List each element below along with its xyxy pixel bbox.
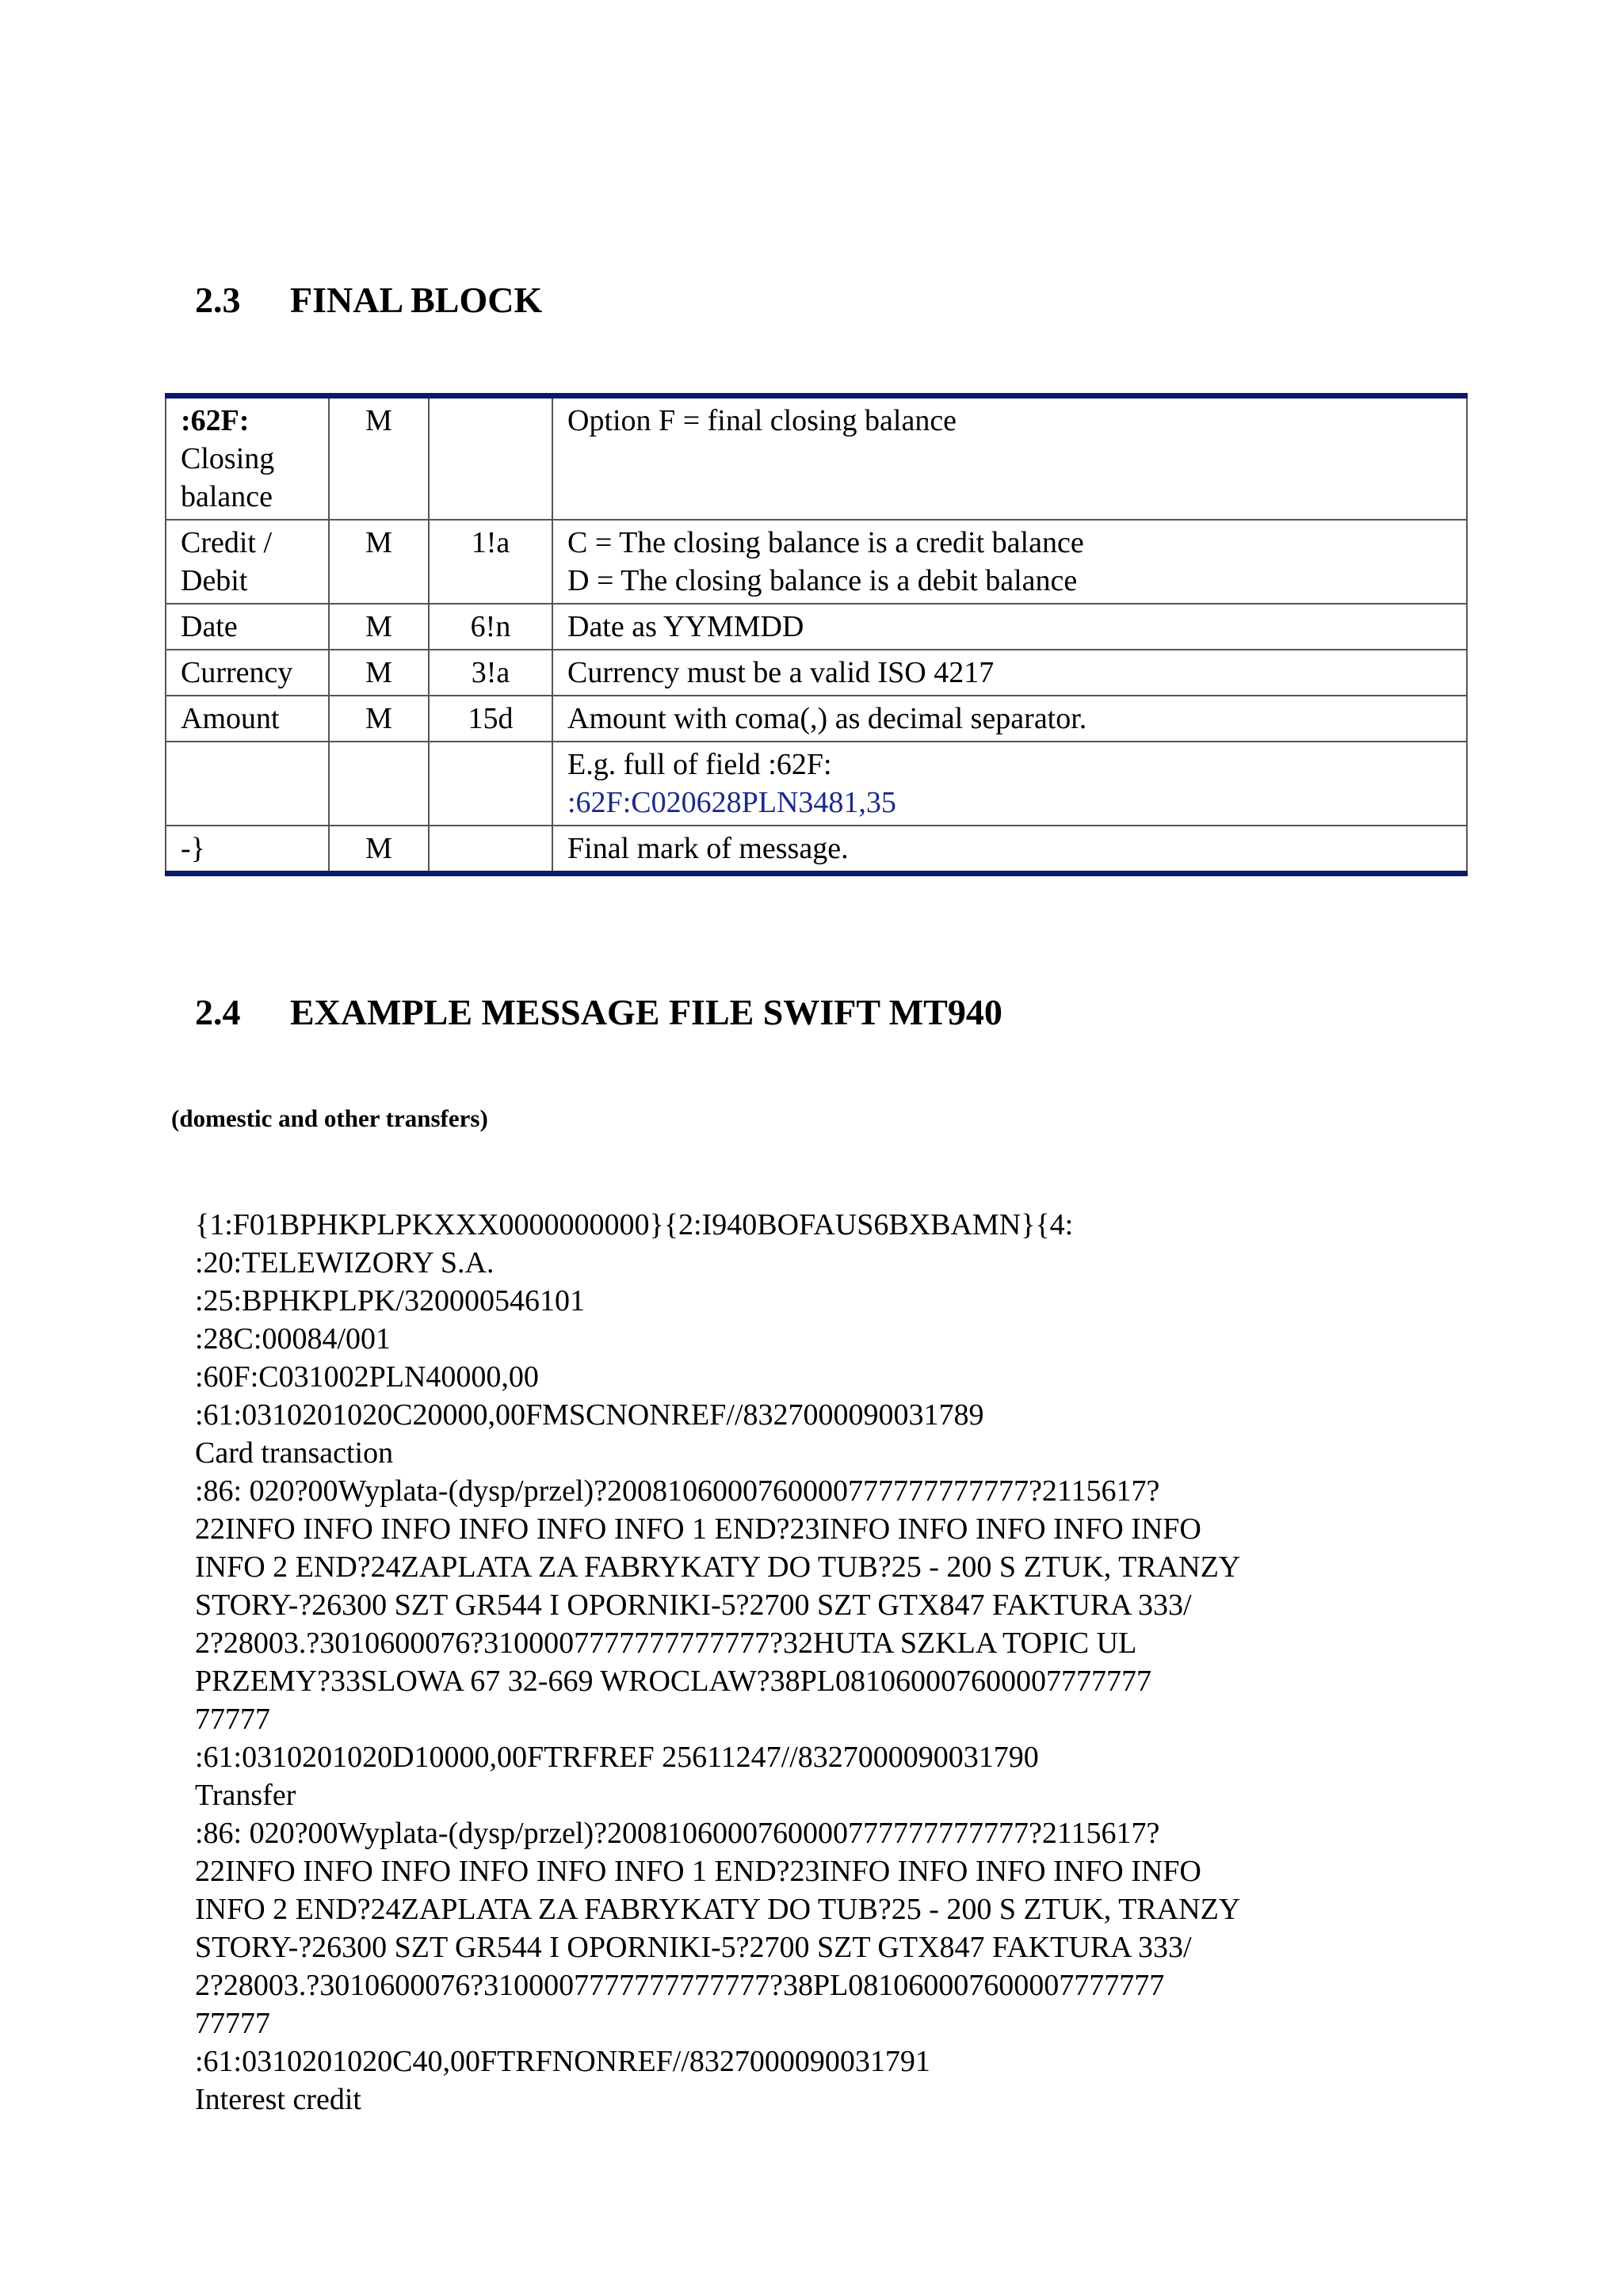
format-cell <box>429 396 552 521</box>
table-row <box>166 396 1467 521</box>
format-cell: 1!a <box>429 520 552 604</box>
description-cell <box>552 742 1467 826</box>
description-line: Date as YYMMDD <box>552 604 1467 650</box>
message-line: 22INFO INFO INFO INFO INFO INFO 1 END?23INFO INFO INFO INFO INFO <box>195 1855 1201 1888</box>
table-row <box>166 742 1467 826</box>
field-desc <box>166 742 329 826</box>
table-row <box>166 650 1467 696</box>
field-tag: :62F: <box>181 404 250 437</box>
field-desc: Credit / Debit <box>166 520 329 604</box>
message-line: 77777 <box>195 2007 270 2040</box>
field-desc: -} <box>166 826 329 874</box>
message-line: :60F:C031002PLN40000,00 <box>195 1360 539 1394</box>
message-line: Card transaction <box>195 1436 394 1470</box>
description-line: E.g. full of field :62F: <box>567 748 832 781</box>
field-cell <box>166 396 329 521</box>
message-line: Transfer <box>195 1779 296 1812</box>
description-cell <box>552 396 1467 521</box>
message-line: STORY-?26300 SZT GR544 I OPORNIKI-5?2700 SZT GTX847 FAKTURA 333/ <box>195 1931 1192 1964</box>
message-line: STORY-?26300 SZT GR544 I OPORNIKI-5?2700 SZT GTX847 FAKTURA 333/ <box>195 1589 1192 1622</box>
message-line: :20:TELEWIZORY S.A. <box>195 1246 495 1280</box>
field-desc: Currency <box>166 650 329 696</box>
format-cell <box>429 826 552 874</box>
format-cell: 3!a <box>429 650 552 696</box>
status-cell: M <box>329 520 429 604</box>
field-desc: Closing balance <box>181 442 275 513</box>
section-heading-example <box>195 994 1002 1031</box>
description-line: D = The closing balance is a debit balance <box>567 564 1078 597</box>
description-line: Option F = final closing balance <box>567 404 957 437</box>
status-cell <box>329 742 429 826</box>
description-line: C = The closing balance is a credit balance <box>567 526 1084 559</box>
message-line: :86: 020?00Wyplata-(dysp/przel)?2008106000760000777777777777?2115617? <box>195 1474 1160 1508</box>
section-title: EXAMPLE MESSAGE FILE SWIFT MT940 <box>290 992 1002 1032</box>
message-line: 22INFO INFO INFO INFO INFO INFO 1 END?23INFO INFO INFO INFO INFO <box>195 1512 1201 1546</box>
message-line: 2?28003.?3010600076?3100007777777777777?38PL081060007600007777777 <box>195 1969 1165 2002</box>
format-cell <box>429 742 552 826</box>
message-line: :86: 020?00Wyplata-(dysp/przel)?2008106000760000777777777777?2115617? <box>195 1817 1160 1850</box>
table-row <box>166 696 1467 742</box>
section-number: 2.3 <box>195 280 241 320</box>
subnote: (domestic and other transfers) <box>171 1104 488 1132</box>
message-line: INFO 2 END?24ZAPLATA ZA FABRYKATY DO TUB?25 - 200 S ZTUK, TRANZY <box>195 1550 1241 1584</box>
status-cell: M <box>329 396 429 521</box>
field-desc: Date <box>166 604 329 650</box>
message-line: {1:F01BPHKPLPKXXX0000000000}{2:I940BOFAUS6BXBAMN}{4: <box>195 1208 1074 1241</box>
message-line: 2?28003.?3010600076?3100007777777777777?32HUTA SZKLA TOPIC UL <box>195 1627 1137 1660</box>
format-cell: 15d <box>429 696 552 742</box>
status-cell: M <box>329 696 429 742</box>
status-cell: M <box>329 604 429 650</box>
message-line: PRZEMY?33SLOWA 67 32-669 WROCLAW?38PL081060007600007777777 <box>195 1665 1151 1698</box>
description-line: Currency must be a valid ISO 4217 <box>552 650 1467 696</box>
description-line: Final mark of message. <box>552 826 1467 874</box>
section-heading-final-block <box>195 282 542 318</box>
message-line: :25:BPHKPLPK/320000546101 <box>195 1284 585 1318</box>
field-spec-table <box>165 393 1468 876</box>
message-block <box>195 1206 1431 2119</box>
message-line: Interest credit <box>195 2083 361 2116</box>
message-line: :28C:00084/001 <box>195 1322 391 1356</box>
section-number: 2.4 <box>195 992 241 1032</box>
message-line: 77777 <box>195 1703 270 1736</box>
description-line: Amount with coma(,) as decimal separator. <box>552 696 1467 742</box>
table-row <box>166 826 1467 874</box>
message-line: INFO 2 END?24ZAPLATA ZA FABRYKATY DO TUB?25 - 200 S ZTUK, TRANZY <box>195 1893 1241 1926</box>
message-line: :61:0310201020C20000,00FMSCNONREF//8327000090031789 <box>195 1398 984 1432</box>
message-line: :61:0310201020D10000,00FTRFREF 25611247//8327000090031790 <box>195 1741 1039 1774</box>
example-value: :62F:C020628PLN3481,35 <box>567 786 896 819</box>
section-title: FINAL BLOCK <box>290 280 543 320</box>
status-cell: M <box>329 826 429 874</box>
message-line: :61:0310201020C40,00FTRFNONREF//8327000090031791 <box>195 2045 930 2078</box>
table-row <box>166 520 1467 604</box>
status-cell: M <box>329 650 429 696</box>
format-cell: 6!n <box>429 604 552 650</box>
field-desc: Amount <box>166 696 329 742</box>
description-cell <box>552 520 1467 604</box>
table-row <box>166 604 1467 650</box>
